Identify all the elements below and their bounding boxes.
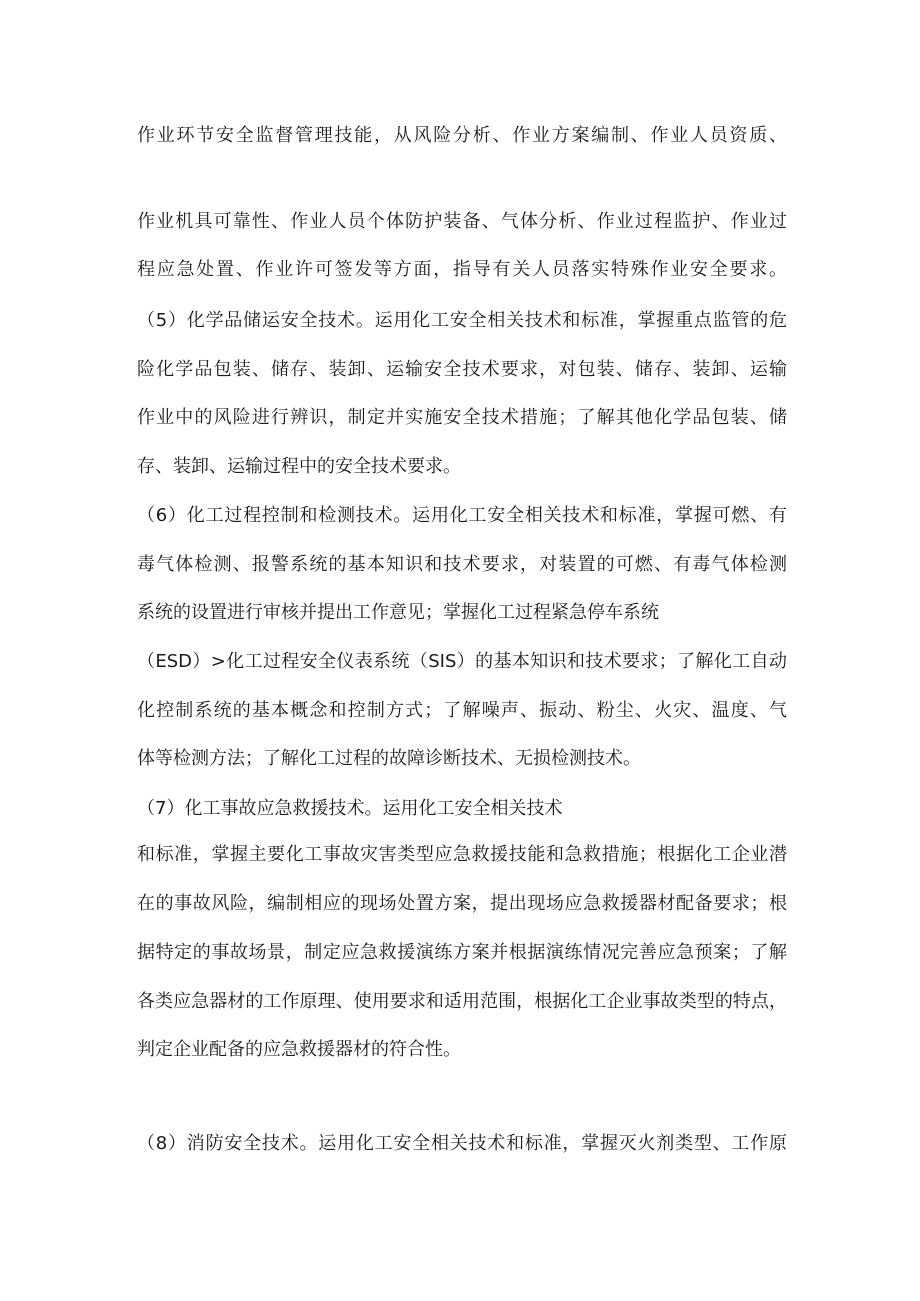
- text-line: 作业机具可靠性、作业人员个体防护装备、气体分析、作业过程监护、作业过: [137, 211, 787, 232]
- text-line: 险化学品包装、储存、装卸、运输安全技术要求，对包装、储存、装卸、运输: [137, 359, 787, 380]
- text-line: 据特定的事故场景，制定应急救援演练方案并根据演练情况完善应急预案；了解: [137, 942, 787, 963]
- text-line: 系统的设置进行审核并提出工作意见；掌握化工过程紧急停车系统: [137, 602, 659, 623]
- text-line: （7）化工事故应急救援技术。运用化工安全相关技术: [137, 798, 563, 819]
- text-line: 各类应急器材的工作原理、使用要求和适用范围，根据化工企业事故类型的特点，: [137, 991, 787, 1012]
- text-line: 作业中的风险进行辨识，制定并实施安全技术措施；了解其他化学品包装、储: [137, 407, 787, 428]
- text-line: 存、装卸、运输过程中的安全技术要求。: [137, 456, 461, 477]
- text-line: （5）化学品储运安全技术。运用化工安全相关技术和标准，掌握重点监管的危: [137, 310, 787, 331]
- text-line: 在的事故风险，编制相应的现场处置方案，提出现场应急救援器材配备要求；根: [137, 893, 787, 914]
- text-line: 毒气体检测、报警系统的基本知识和技术要求，对装置的可燃、有毒气体检测: [137, 554, 787, 575]
- text-line: 作业环节安全监督管理技能，从风险分析、作业方案编制、作业人员资质、: [137, 125, 787, 146]
- text-line: 判定企业配备的应急救援器材的符合性。: [137, 1039, 461, 1060]
- text-line: 程应急处置、作业许可签发等方面，指导有关人员落实特殊作业安全要求。: [137, 259, 787, 280]
- text-line: 化控制系统的基本概念和控制方式；了解噪声、振动、粉尘、火灾、温度、气: [137, 700, 787, 721]
- text-line: （6）化工过程控制和检测技术。运用化工安全相关技术和标准，掌握可燃、有: [137, 505, 787, 526]
- text-line: （ESD）>化工过程安全仪表系统（SIS）的基本知识和技术要求；了解化工自动: [137, 651, 787, 672]
- text-line: 和标准，掌握主要化工事故灾害类型应急救援技能和急救措施；根据化工企业潜: [137, 844, 787, 865]
- text-line: 体等检测方法；了解化工过程的故障诊断技术、无损检测技术。: [137, 748, 641, 769]
- text-line: （8）消防安全技术。运用化工安全相关技术和标准，掌握灭火剂类型、工作原: [137, 1133, 787, 1154]
